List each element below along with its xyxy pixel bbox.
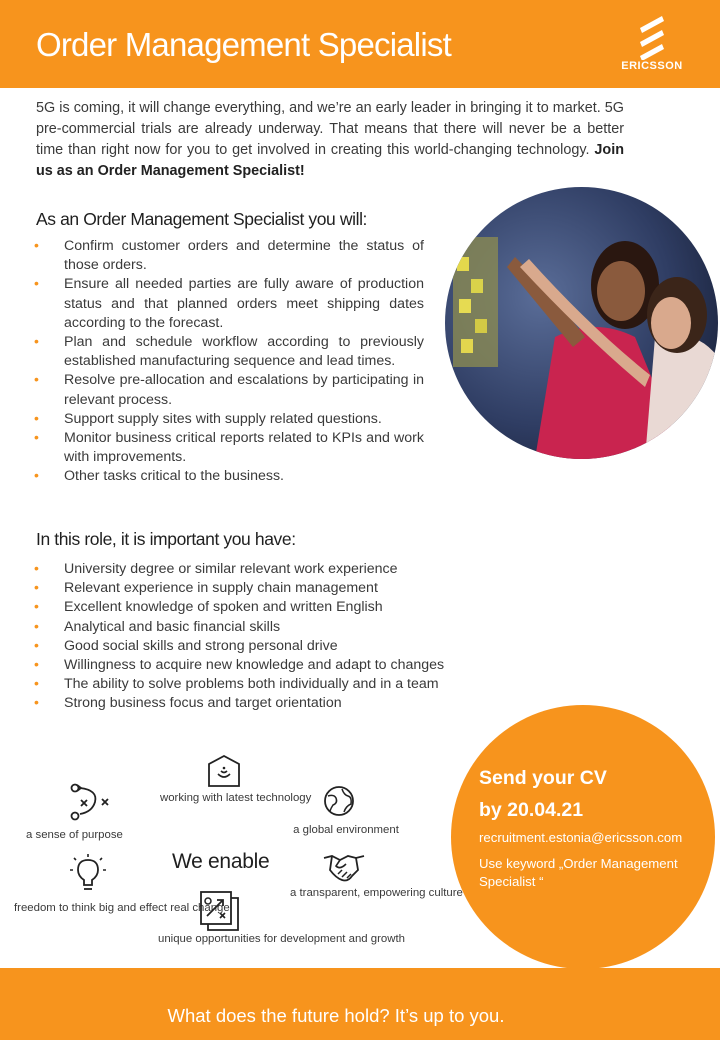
apply-callout — [451, 705, 715, 969]
list-item: • Support supply sites with supply related questions. — [34, 410, 424, 429]
list-item: • Analytical and basic financial skills — [34, 618, 474, 637]
header-bar — [0, 0, 720, 88]
benefit-purpose-label: a sense of purpose — [26, 829, 123, 841]
opportunities-icon — [198, 890, 242, 932]
team-photo — [445, 187, 718, 459]
list-item: • Relevant experience in supply chain management — [34, 579, 474, 598]
footer-bar — [0, 968, 720, 1040]
list-item: • Resolve pre-allocation and escalations by participating in relevant process. — [34, 371, 424, 409]
benefit-opportunities-label: unique opportunities for development and growth — [158, 933, 405, 945]
intro-text: 5G is coming, it will change everything, and we’re an early leader in bringing it to market. 5G pre-commercial trials are already underway. That means that there will never be a better time than right now for you to get involved in creating this world-changing technology. — [36, 100, 624, 158]
lightbulb-icon — [70, 854, 106, 892]
list-item: • University degree or similar relevant work experience — [34, 560, 474, 579]
benefit-global-label: a global environment — [293, 824, 399, 836]
list-item: • Plan and schedule workflow according to previously established manufacturing sequence and lead times. — [34, 333, 424, 371]
technology-icon — [207, 754, 241, 788]
requirements-title: In this role, it is important you have: — [36, 529, 296, 549]
handshake-icon — [322, 850, 366, 886]
list-item: • Willingness to acquire new knowledge and adapt to changes — [34, 656, 474, 675]
we-enable-heading: We enable — [172, 850, 270, 873]
strategy-icon — [68, 782, 112, 822]
responsibilities-list — [34, 237, 424, 487]
list-item: • Good social skills and strong personal drive — [34, 637, 474, 656]
intro-highlight: Join us as an Order Management Specialist! — [36, 142, 624, 179]
list-item: • Ensure all needed parties are fully aware of production status and that planned orders meet shipping dates according to the forecast. — [34, 275, 424, 333]
list-item: • Other tasks critical to the business. — [34, 467, 424, 486]
cta-keyword: Use keyword „Order Management Specialist “ — [479, 856, 678, 889]
intro-paragraph — [36, 98, 624, 182]
page-title: Order Management Specialist — [36, 26, 451, 63]
requirements-list — [34, 560, 474, 714]
benefit-technology-label: working with latest technology — [160, 792, 312, 804]
cta-deadline: by 20.04.21 — [479, 799, 584, 821]
benefit-freedom-label: freedom to think big and effect real change — [14, 902, 230, 914]
responsibilities-title: As an Order Management Specialist you will: — [36, 209, 368, 229]
benefit-culture-label: a transparent, empowering culture — [290, 887, 463, 899]
footer-tagline: What does the future hold? It’s up to you. — [167, 1005, 505, 1026]
cta-email-link[interactable]: recruitment.estonia@ericsson.com — [479, 830, 683, 845]
ericsson-logo — [612, 14, 692, 76]
list-item: • Strong business focus and target orientation — [34, 694, 474, 713]
cta-send-cv: Send your CV — [479, 767, 607, 789]
list-item: • Excellent knowledge of spoken and written English — [34, 598, 474, 617]
logo-wordmark: ERICSSON — [621, 60, 683, 72]
list-item: • Monitor business critical reports related to KPIs and work with improvements. — [34, 429, 424, 467]
ericsson-logo-icon — [612, 14, 692, 60]
list-item: • Confirm customer orders and determine the status of those orders. — [34, 237, 424, 275]
list-item: • The ability to solve problems both individually and in a team — [34, 675, 474, 694]
globe-icon — [322, 784, 356, 818]
